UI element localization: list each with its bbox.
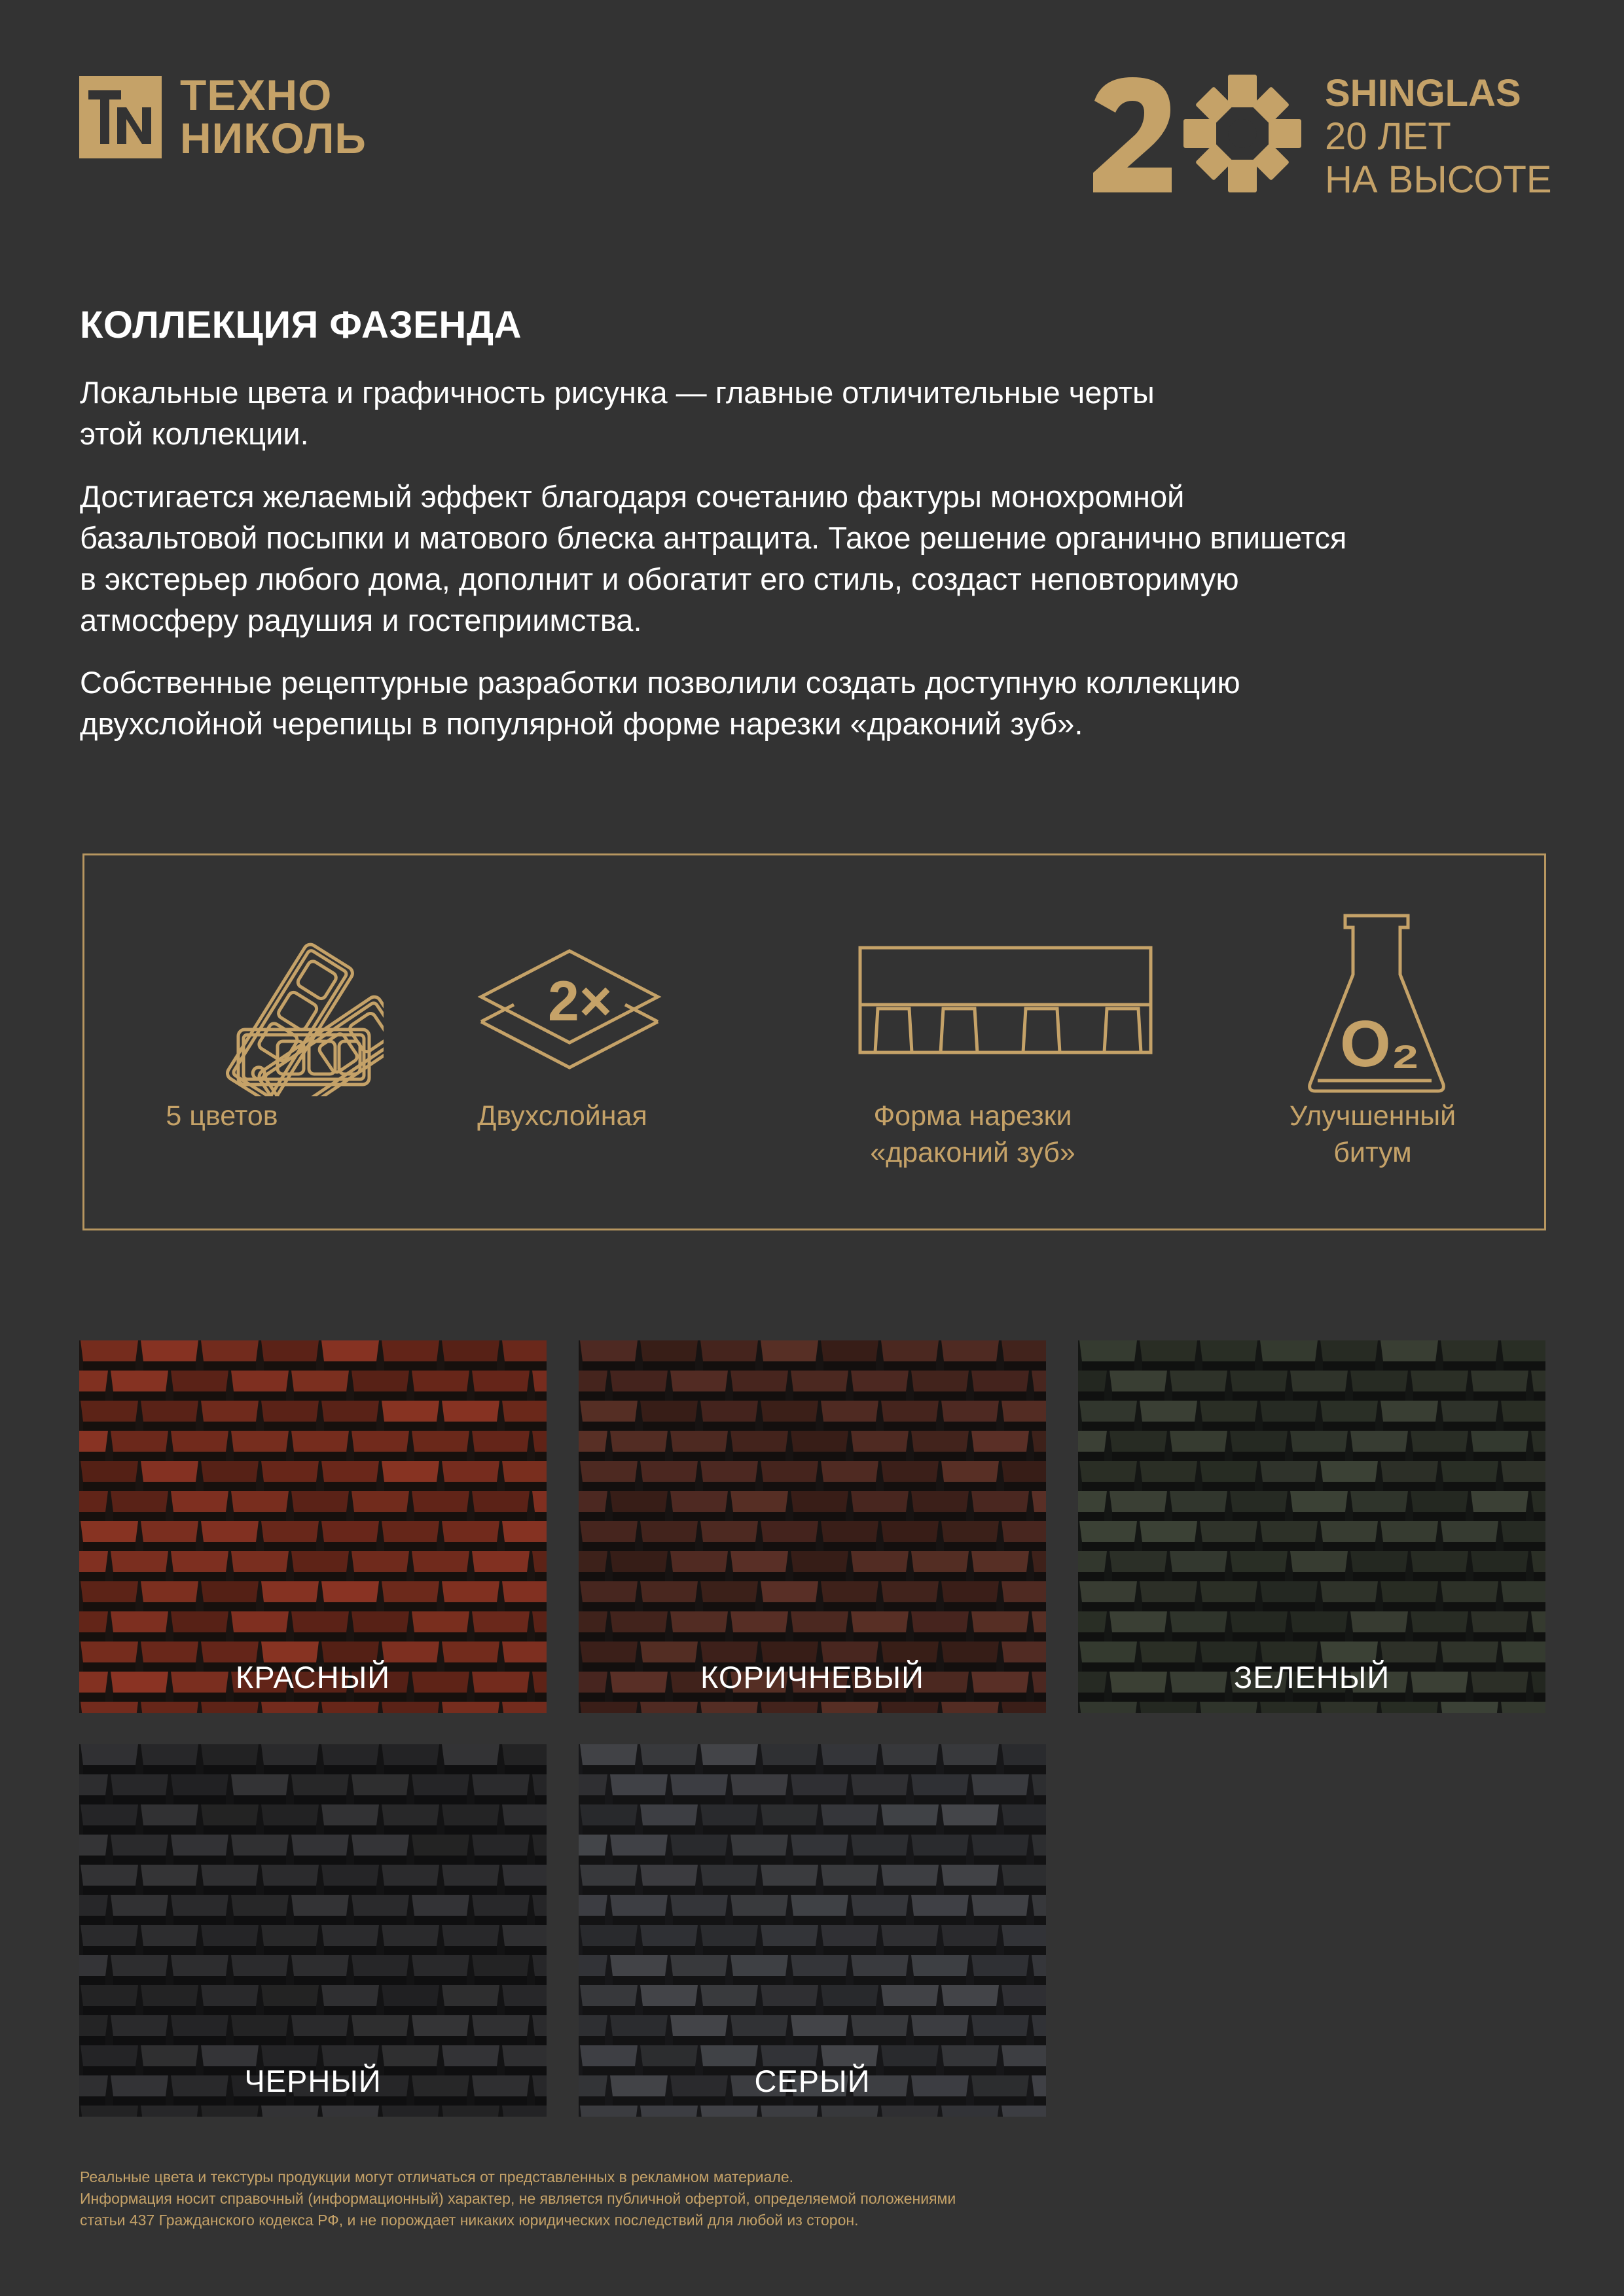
effect-paragraph: Достигается желаемый эффект благодаря сочетанию фактуры монохромной базальтовой посыпки и матового блеска антрацита. Такое решение органично впишется в экстерьер любого дома, дополнит и обогатит его стиль, создаст неповторимую атмосферу радушия и гостеприимства. [80, 479, 1347, 637]
swatch-black[interactable] [79, 1744, 547, 2117]
color-name: ЗЕЛЕНЫЙ [1233, 1660, 1390, 1695]
shingle-texture [79, 1340, 547, 1713]
shingle-texture [1078, 1340, 1545, 1713]
logo-line-1: ТЕХНО [180, 71, 333, 119]
feature-cut-shape [791, 855, 1158, 1229]
feature-bitumen [1197, 855, 1548, 1229]
dragon-tooth-cut-icon [858, 946, 1153, 1054]
color-name: КРАСНЫЙ [235, 1660, 391, 1695]
intro-paragraph: Локальные цвета и графичность рисунка — главные отличительные черты этой коллекции. [80, 375, 1155, 451]
collection-title: КОЛЛЕКЦИЯ ФАЗЕНДА [80, 304, 522, 346]
color-name: СЕРЫЙ [754, 2064, 871, 2098]
anniversary-slogan: НА ВЫСОТЕ [1325, 158, 1552, 201]
features-box [82, 853, 1546, 1230]
feature-label: 5 цветов [166, 1100, 278, 1132]
shinglas-20-years-logo [1089, 72, 1561, 201]
legal-disclaimer: Реальные цвета и текстуры продукции могут отличаться от представленных в рекламном материале. Информация носит справочный (информационный) характер, не является публичной офертой, определяемой положениями статьи 437 Гражданского кодекса РФ, и не порождает никаких юридических последствий для любой из сторон. [80, 2168, 956, 2229]
swatch-green[interactable] [1078, 1340, 1545, 1713]
tn-logo-icon [79, 76, 162, 158]
feature-label: Улучшенный битум [1289, 1100, 1456, 1168]
flask-icon-text: O₂ [1340, 1007, 1420, 1081]
two-layer-icon-text: 2× [548, 970, 613, 1033]
twenty-years-emblem-icon [1089, 72, 1305, 196]
shingle-texture [579, 1340, 1046, 1713]
development-paragraph: Собственные рецептурные разработки позволили создать доступную коллекцию двухслойной черепицы в популярной форме нарезки «драконий зуб». [80, 665, 1240, 741]
two-layer-icon [475, 947, 664, 1091]
color-palette-icon [200, 913, 384, 1096]
anniversary-brand: SHINGLAS [1325, 72, 1521, 115]
anniversary-years: 20 ЛЕТ [1325, 115, 1451, 158]
tekhnonikol-logo [79, 71, 400, 162]
flask-o2-icon [1305, 912, 1449, 1095]
shingle-texture [579, 1744, 1046, 2117]
feature-two-layer [399, 855, 726, 1229]
logo-line-2: НИКОЛЬ [180, 114, 367, 162]
swatch-red[interactable] [79, 1340, 547, 1713]
feature-label: Форма нарезки «драконий зуб» [870, 1100, 1075, 1168]
color-name: ЧЕРНЫЙ [244, 2064, 382, 2098]
swatch-gray[interactable] [579, 1744, 1046, 2117]
feature-label: Двухслойная [477, 1100, 647, 1132]
shingle-texture [79, 1744, 547, 2117]
feature-colors [84, 855, 425, 1229]
logo-wordmark [180, 73, 367, 160]
color-name: КОРИЧНЕВЫЙ [700, 1660, 924, 1695]
swatch-brown[interactable] [579, 1340, 1046, 1713]
anniversary-text [1325, 72, 1552, 202]
